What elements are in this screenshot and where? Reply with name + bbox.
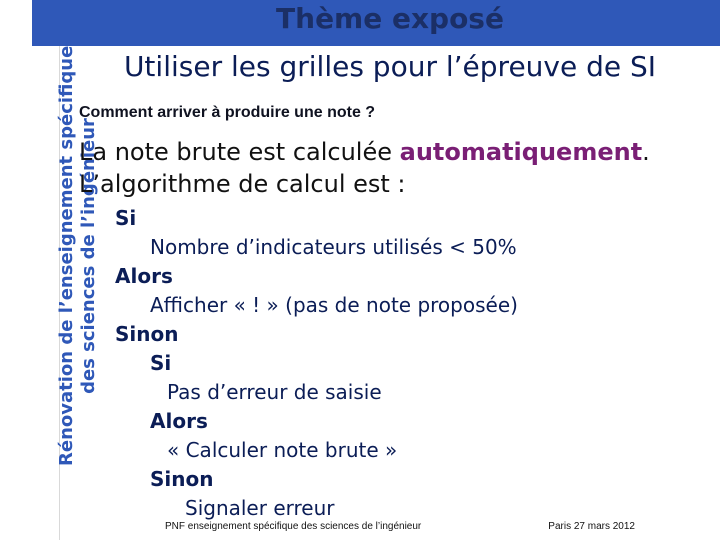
footer-right-text: Paris 27 mars 2012 [548,521,635,532]
intro-text [79,136,709,201]
algo-line-signaler: Signaler erreur [185,496,335,520]
algo-line-sinon: Sinon [115,322,179,346]
algo-line-condition: Nombre d’indicateurs utilisés < 50% [150,235,517,259]
algo-line-nested-sinon: Sinon [150,467,214,491]
left-sidebar [0,46,59,540]
algo-line-alors: Alors [115,264,173,288]
algorithm-block [115,204,685,523]
sidebar-label-line-2: des sciences de l’ingénieur [78,118,99,394]
sidebar-label-line-1: Rénovation de l’enseignement spécifique [56,45,77,466]
algo-line-nested-alors: Alors [150,409,208,433]
theme-title: Thème exposé [276,2,504,35]
intro-accent-word: automatiquement [399,138,643,166]
intro-line-2: L’algorithme de calcul est : [79,170,406,199]
intro-suffix: . [642,138,650,166]
slide-subtitle: Utiliser les grilles pour l’épreuve de SI [123,50,657,83]
algo-line-afficher: Afficher « ! » (pas de note proposée) [150,293,518,317]
algo-line-si: Si [115,206,137,230]
question-text: Comment arriver à produire une note ? [79,104,376,121]
algo-line-pas-erreur: Pas d’erreur de saisie [167,380,382,404]
algo-line-calculer: « Calculer note brute » [167,438,398,462]
intro-prefix: La note brute est calculée [79,138,400,166]
footer-left-text: PNF enseignement spécifique des sciences de l’ingénieur [165,521,422,532]
algo-line-nested-si: Si [150,351,172,375]
